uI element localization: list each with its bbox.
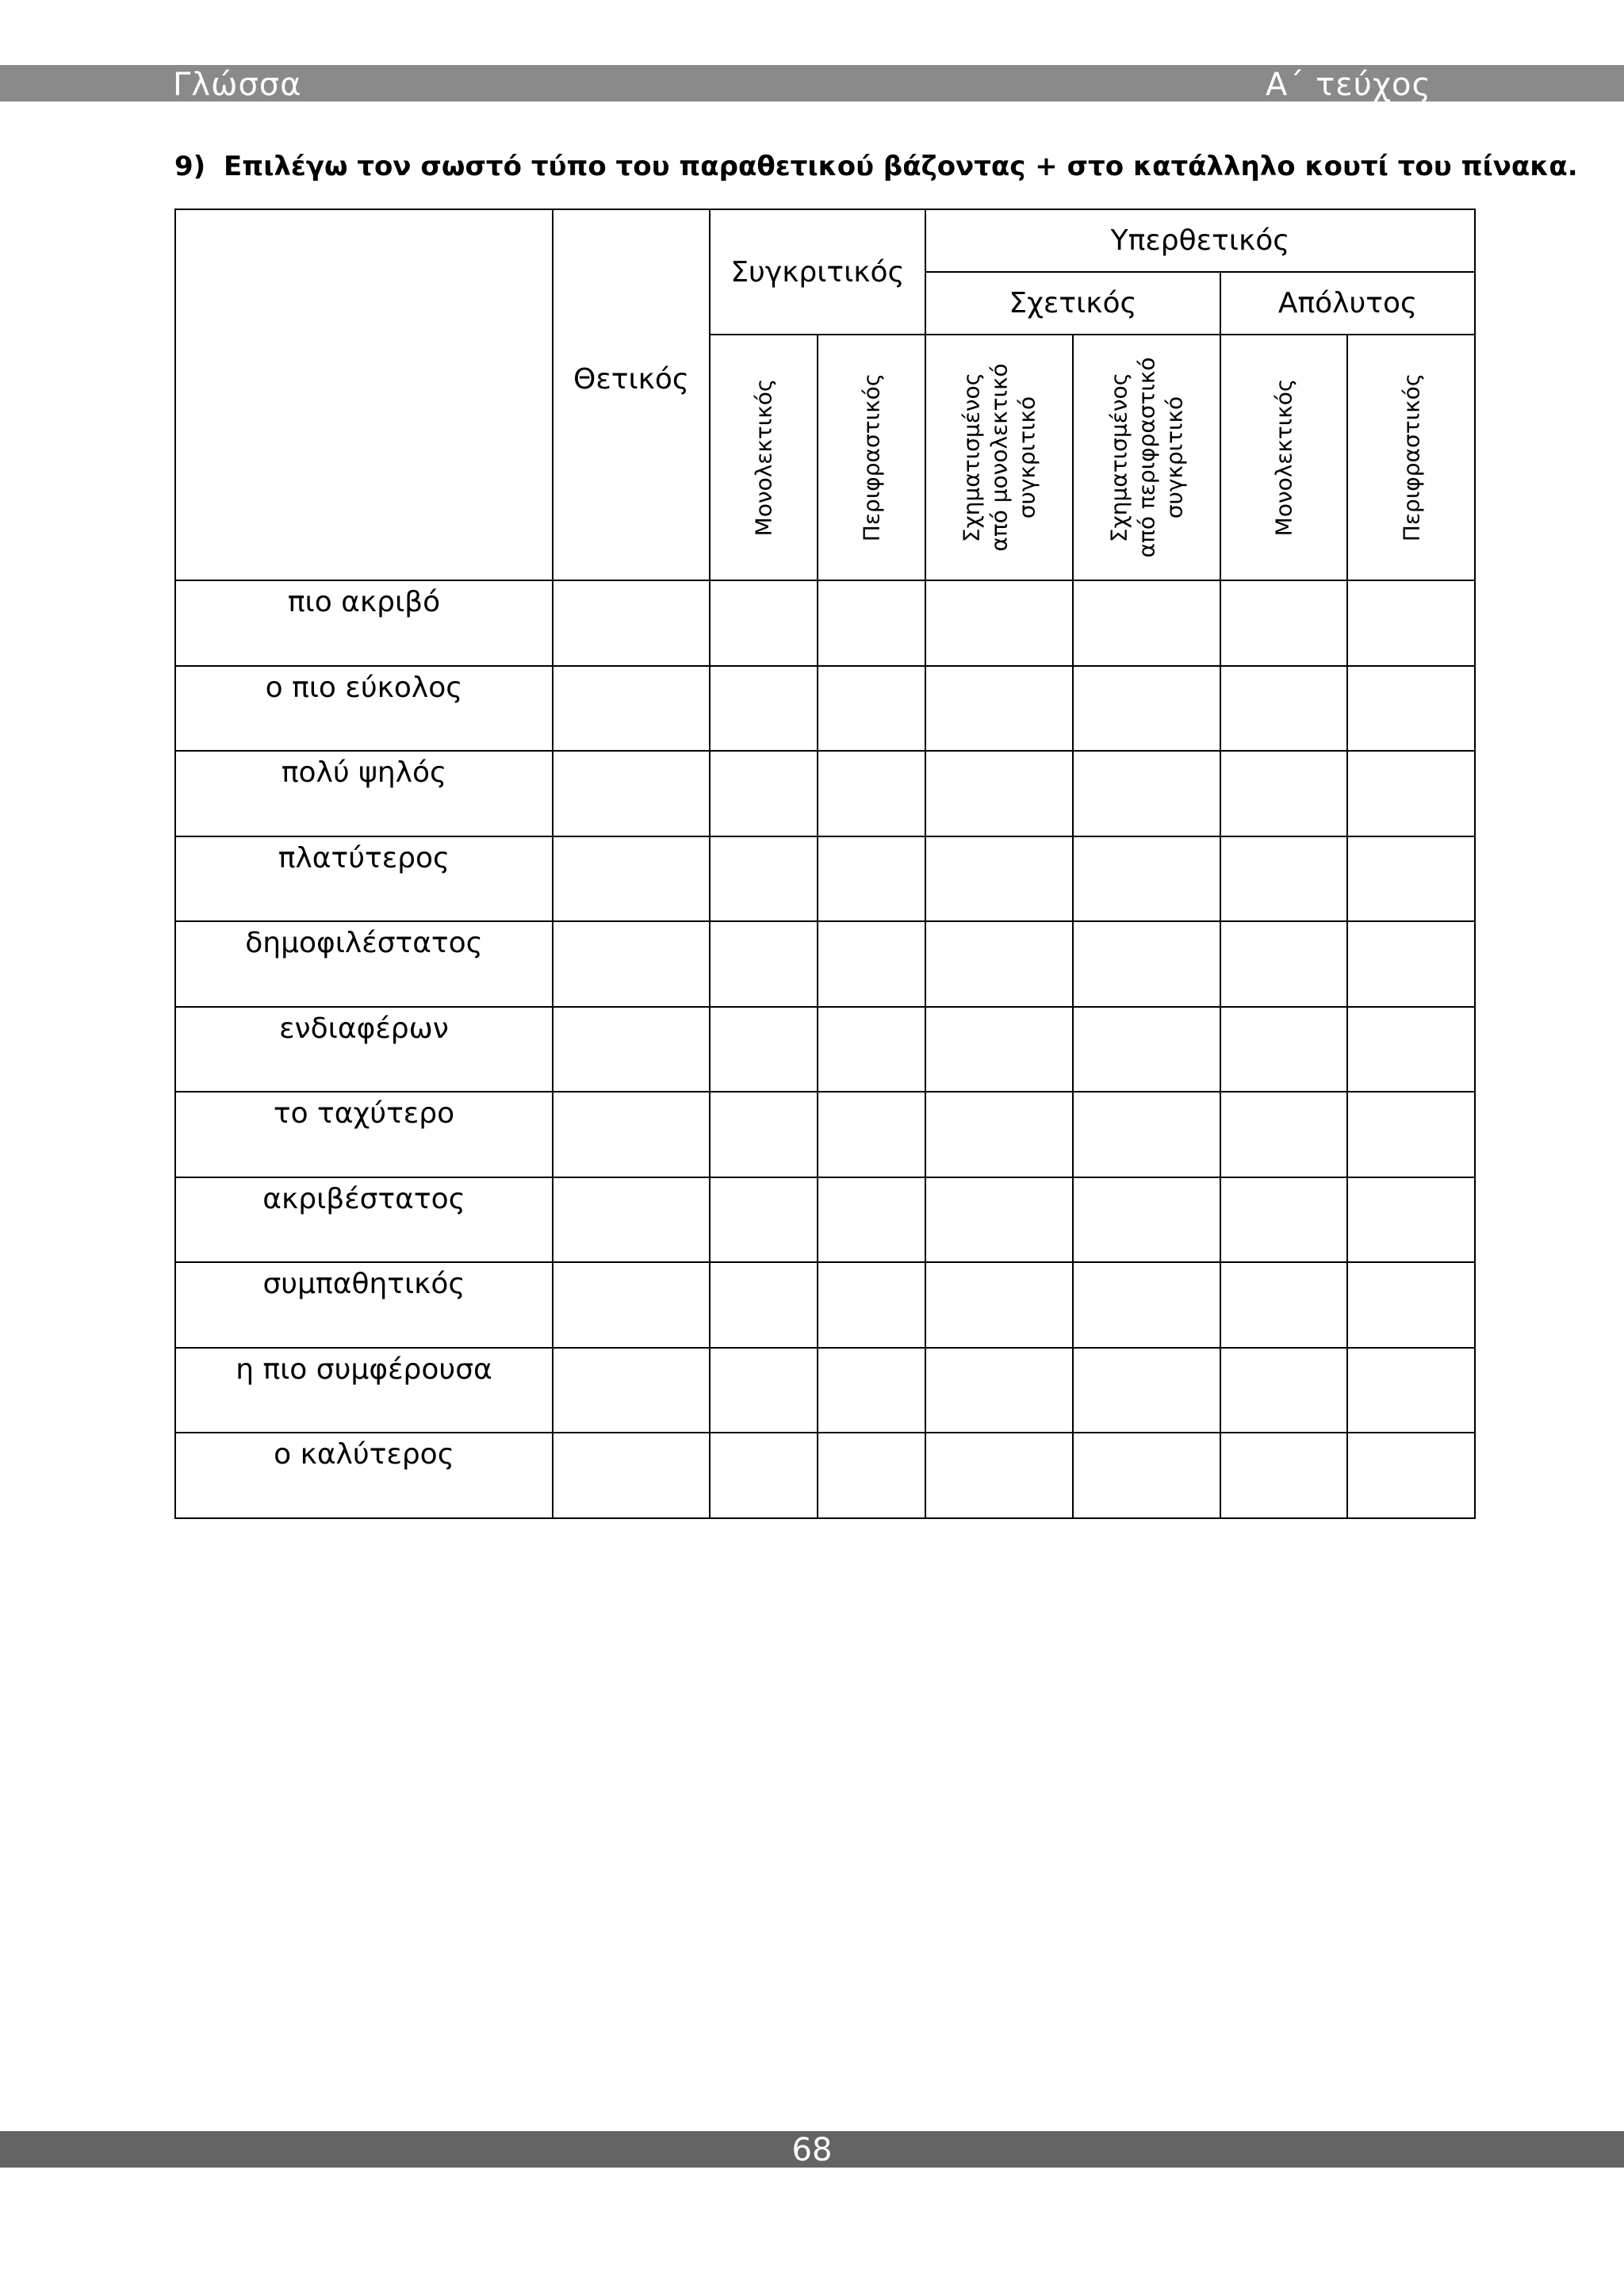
- header-superlative: Υπερθετικός: [925, 209, 1475, 272]
- header-comparative: Συγκριτικός: [710, 209, 925, 335]
- answer-box[interactable]: [1073, 666, 1220, 752]
- answer-box[interactable]: [1347, 1092, 1475, 1177]
- answer-box[interactable]: [818, 751, 925, 836]
- subheader-comparative-periphrastic: [818, 335, 925, 580]
- answer-box[interactable]: [1220, 751, 1347, 836]
- answer-box[interactable]: [1347, 921, 1475, 1007]
- answer-box[interactable]: [710, 921, 818, 1007]
- row-label: συμπαθητικός: [175, 1262, 553, 1348]
- exercise-number: 9): [174, 151, 206, 182]
- answer-box[interactable]: [1220, 1007, 1347, 1093]
- answer-box[interactable]: [710, 1348, 818, 1433]
- answer-box[interactable]: [818, 1007, 925, 1093]
- row-label: το ταχύτερο: [175, 1092, 553, 1177]
- table-row: [175, 1007, 1475, 1093]
- answer-box[interactable]: [553, 1177, 710, 1263]
- answer-box[interactable]: [925, 1262, 1073, 1348]
- answer-box[interactable]: [1347, 1262, 1475, 1348]
- subheader-relative-from-periphrastic: [1073, 335, 1220, 580]
- answer-box[interactable]: [925, 1177, 1073, 1263]
- subheader-absolute-periphrastic: [1347, 335, 1475, 580]
- subheader-relative-from-single-word: [925, 335, 1073, 580]
- header-positive: Θετικός: [553, 209, 710, 580]
- row-label: δημοφιλέστατος: [175, 921, 553, 1007]
- footer-bar: [0, 2131, 1624, 2168]
- exercise-text: Επιλέγω τον σωστό τύπο του παραθετικού βάζοντας + στο κατάλληλο κουτί του πίνακα.: [224, 151, 1578, 182]
- table-row: [175, 1433, 1475, 1518]
- answer-box[interactable]: [818, 580, 925, 666]
- subheader-absolute-single-word: [1220, 335, 1347, 580]
- answer-box[interactable]: [1073, 1433, 1220, 1518]
- table-row: [175, 1348, 1475, 1433]
- row-label: ενδιαφέρων: [175, 1007, 553, 1093]
- answer-box[interactable]: [925, 580, 1073, 666]
- page-number: 68: [791, 2132, 833, 2168]
- exercise-instruction: [174, 151, 1578, 182]
- answer-box[interactable]: [818, 921, 925, 1007]
- table-row: [175, 1177, 1475, 1263]
- answer-box[interactable]: [1220, 1262, 1347, 1348]
- row-label: πλατύτερος: [175, 836, 553, 922]
- table-row: [175, 580, 1475, 666]
- subheader-label: Σχηματισμένος από μονολεκτικό συγκριτικό: [958, 363, 1040, 552]
- answer-box[interactable]: [710, 1262, 818, 1348]
- subheader-label: Περιφραστικός: [1398, 373, 1424, 542]
- answer-box[interactable]: [1073, 836, 1220, 922]
- answer-box[interactable]: [1220, 836, 1347, 922]
- answer-box[interactable]: [1220, 1348, 1347, 1433]
- answer-box[interactable]: [1073, 580, 1220, 666]
- row-label: η πιο συμφέρουσα: [175, 1348, 553, 1433]
- answer-box[interactable]: [925, 1348, 1073, 1433]
- answer-box[interactable]: [818, 836, 925, 922]
- answer-box[interactable]: [1347, 666, 1475, 752]
- table-row: [175, 666, 1475, 752]
- answer-box[interactable]: [1073, 1007, 1220, 1093]
- answer-box[interactable]: [925, 1007, 1073, 1093]
- answer-box[interactable]: [553, 921, 710, 1007]
- volume-label: Α΄ τεύχος: [1266, 67, 1431, 103]
- answer-box[interactable]: [818, 1348, 925, 1433]
- answer-box[interactable]: [1347, 580, 1475, 666]
- answer-box[interactable]: [1347, 1433, 1475, 1518]
- header-absolute: Απόλυτος: [1220, 272, 1475, 335]
- table-row: [175, 836, 1475, 922]
- answer-box[interactable]: [818, 1433, 925, 1518]
- answer-box[interactable]: [553, 580, 710, 666]
- answer-box[interactable]: [710, 751, 818, 836]
- corner-cell: [175, 209, 553, 580]
- answer-box[interactable]: [1347, 1177, 1475, 1263]
- answer-box[interactable]: [1220, 1433, 1347, 1518]
- answer-box[interactable]: [710, 1433, 818, 1518]
- answer-box[interactable]: [925, 921, 1073, 1007]
- answer-box[interactable]: [553, 836, 710, 922]
- answer-box[interactable]: [710, 1007, 818, 1093]
- subheader-label: Περιφραστικός: [858, 373, 885, 542]
- answer-box[interactable]: [553, 1348, 710, 1433]
- row-label: ο καλύτερος: [175, 1433, 553, 1518]
- answer-box[interactable]: [553, 666, 710, 752]
- row-label: πιο ακριβό: [175, 580, 553, 666]
- answer-box[interactable]: [925, 751, 1073, 836]
- answer-box[interactable]: [1220, 1092, 1347, 1177]
- answer-box[interactable]: [818, 1177, 925, 1263]
- answer-box[interactable]: [1073, 1092, 1220, 1177]
- answer-box[interactable]: [553, 1262, 710, 1348]
- answer-box[interactable]: [1073, 1177, 1220, 1263]
- row-label: ακριβέστατος: [175, 1177, 553, 1263]
- subheader-label: Σχηματισμένος από περιφραστικό συγκριτικό: [1105, 357, 1188, 558]
- answer-box[interactable]: [553, 751, 710, 836]
- subheader-comparative-single-word: [710, 335, 818, 580]
- answer-box[interactable]: [818, 1262, 925, 1348]
- answer-box[interactable]: [925, 1092, 1073, 1177]
- answer-box[interactable]: [553, 1007, 710, 1093]
- answer-box[interactable]: [1347, 836, 1475, 922]
- answer-box[interactable]: [1073, 921, 1220, 1007]
- answer-box[interactable]: [1073, 1348, 1220, 1433]
- answer-box[interactable]: [925, 666, 1073, 752]
- answer-box[interactable]: [1073, 1262, 1220, 1348]
- answer-box[interactable]: [553, 1433, 710, 1518]
- comparison-table: [174, 209, 1476, 1519]
- table-row: [175, 921, 1475, 1007]
- answer-box[interactable]: [925, 1433, 1073, 1518]
- subject-title: Γλώσσα: [173, 67, 302, 103]
- table-row: [175, 1262, 1475, 1348]
- answer-box[interactable]: [1073, 751, 1220, 836]
- answer-box[interactable]: [710, 1092, 818, 1177]
- header-bar: [0, 65, 1624, 101]
- answer-box[interactable]: [1347, 1348, 1475, 1433]
- header-relative: Σχετικός: [925, 272, 1220, 335]
- answer-box[interactable]: [710, 580, 818, 666]
- answer-box[interactable]: [1220, 1177, 1347, 1263]
- row-label: πολύ ψηλός: [175, 751, 553, 836]
- answer-box[interactable]: [710, 1177, 818, 1263]
- answer-box[interactable]: [818, 666, 925, 752]
- subheader-label: Μονολεκτικός: [750, 378, 777, 537]
- table-row: [175, 751, 1475, 836]
- row-label: ο πιο εύκολος: [175, 666, 553, 752]
- answer-box[interactable]: [710, 666, 818, 752]
- answer-box[interactable]: [1220, 921, 1347, 1007]
- answer-box[interactable]: [1220, 666, 1347, 752]
- answer-box[interactable]: [553, 1092, 710, 1177]
- answer-box[interactable]: [710, 836, 818, 922]
- answer-box[interactable]: [1347, 1007, 1475, 1093]
- answer-box[interactable]: [925, 836, 1073, 922]
- answer-box[interactable]: [818, 1092, 925, 1177]
- subheader-label: Μονολεκτικός: [1270, 378, 1297, 537]
- answer-box[interactable]: [1220, 580, 1347, 666]
- answer-box[interactable]: [1347, 751, 1475, 836]
- table-row: [175, 1092, 1475, 1177]
